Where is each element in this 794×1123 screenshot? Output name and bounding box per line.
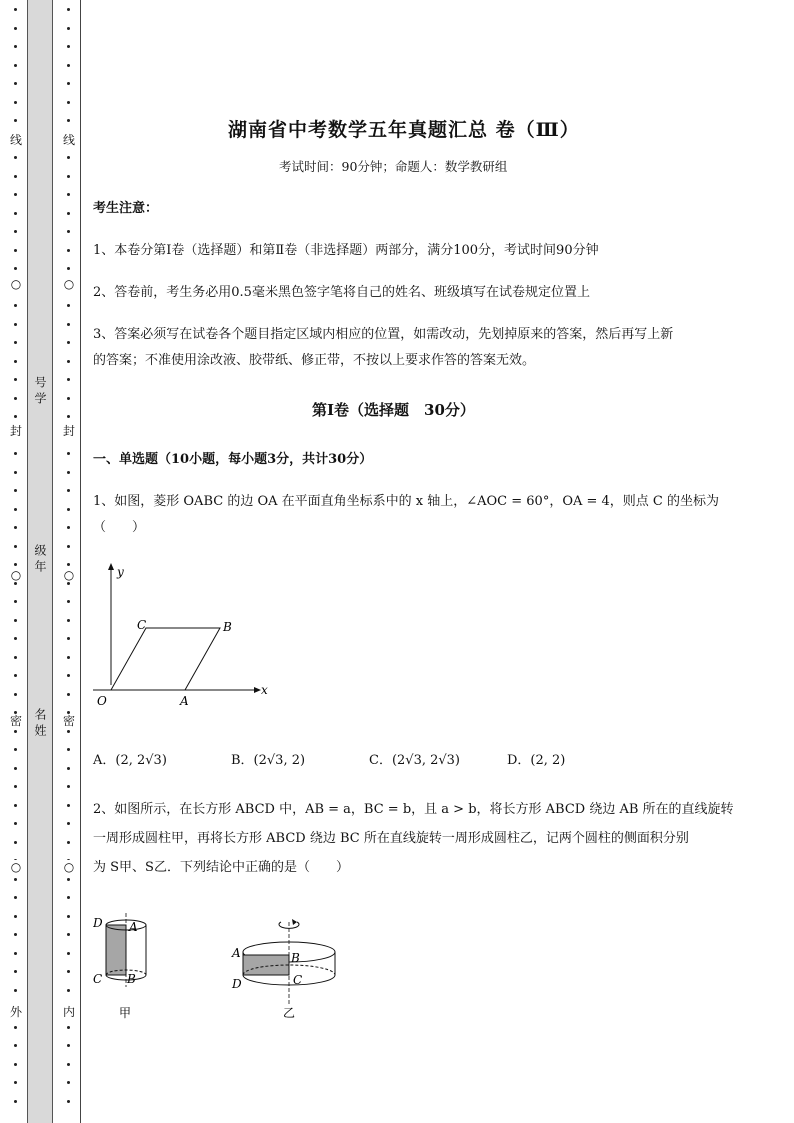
binding-dot (67, 341, 70, 344)
binding-dot (67, 841, 70, 844)
binding-dot (67, 970, 70, 973)
outer-mark-feng: 封 (9, 424, 22, 438)
binding-dot (67, 1100, 70, 1103)
binding-dot (14, 212, 17, 215)
q2-yi-label-d: D (232, 977, 242, 991)
q1-rhombus (111, 628, 220, 690)
binding-dot (67, 989, 70, 992)
q2-jia-rectangle (106, 925, 126, 975)
q2-yi-label-b: B (291, 951, 300, 965)
binding-dot (67, 471, 70, 474)
field-student-id: 号学 (33, 376, 47, 408)
q1-rhombus-figure (93, 560, 283, 710)
inner-dotted-line (62, 0, 76, 1123)
binding-dot (14, 64, 17, 67)
binding-dot (14, 674, 17, 677)
binding-dot (67, 452, 70, 455)
binding-dot (14, 323, 17, 326)
binding-dot (14, 415, 17, 418)
part1-title: 第Ⅰ卷（选择题 30分） (312, 401, 475, 419)
notice-item-2: 2、答卷前，考生务必用0.5毫米黑色签字笔将自己的姓名、班级填写在试卷规定位置上 (93, 285, 590, 300)
binding-dot (67, 526, 70, 529)
binding-dot (67, 119, 70, 122)
binding-dot (14, 1100, 17, 1103)
binding-dot (14, 341, 17, 344)
section-heading: 一、单选题（10小题，每小题3分，共计30分） (93, 452, 373, 467)
binding-dot (67, 378, 70, 381)
binding-dot (67, 600, 70, 603)
q1-label-o: O (97, 694, 107, 708)
binding-dot (14, 785, 17, 788)
binding-dot (14, 1081, 17, 1084)
binding-dot (67, 1026, 70, 1029)
binding-dot (14, 915, 17, 918)
q1-option-c[interactable]: C．(2√3, 2√3) (369, 753, 461, 768)
q2-yi-label-a: A (232, 946, 241, 960)
q1-blank: （ ） (93, 520, 146, 535)
binding-dot (14, 933, 17, 936)
q2-yi-arrow-head (292, 919, 297, 925)
binding-dot (67, 175, 70, 178)
binding-dot (14, 27, 17, 30)
q2-yi-name: 乙 (283, 1006, 296, 1020)
binding-dot (67, 730, 70, 733)
q1-y-arrow (108, 563, 114, 570)
q2-jia-name: 甲 (119, 1006, 132, 1020)
q1-label-b: B (223, 620, 232, 634)
q2-cylinder-yi-figure (231, 910, 351, 1025)
binding-dot (14, 619, 17, 622)
binding-dot (67, 489, 70, 492)
binding-dot (67, 933, 70, 936)
inner-mark-xian: 线 (62, 133, 75, 147)
binding-dot (14, 82, 17, 85)
binding-dot (14, 360, 17, 363)
page-title: 湖南省中考数学五年真题汇总 卷（Ⅲ） (228, 119, 580, 141)
binding-dot (14, 471, 17, 474)
outer-mark-circle-2: ○ (10, 568, 22, 582)
q1-option-a[interactable]: A．(2, 2√3) (93, 753, 167, 768)
binding-dot (14, 970, 17, 973)
q2-jia-label-b: B (127, 972, 136, 986)
binding-border-line (80, 0, 81, 1123)
binding-dot (67, 230, 70, 233)
q2-jia-label-c: C (93, 972, 103, 986)
binding-dot (14, 508, 17, 511)
binding-dot (14, 1063, 17, 1066)
binding-dot (14, 249, 17, 252)
binding-dot (14, 693, 17, 696)
binding-dot (67, 267, 70, 270)
q1-label-y: y (117, 565, 124, 579)
student-info-strip (27, 0, 53, 1123)
binding-dot (14, 526, 17, 529)
binding-dot (67, 878, 70, 881)
binding-dot (14, 8, 17, 11)
binding-dot (67, 804, 70, 807)
binding-dot (67, 304, 70, 307)
binding-dot (67, 360, 70, 363)
binding-dot (67, 545, 70, 548)
binding-dot (67, 637, 70, 640)
binding-dot (67, 193, 70, 196)
q1-label-x: x (261, 683, 268, 697)
binding-dot (67, 101, 70, 104)
binding-dot (67, 693, 70, 696)
field-grade: 级年 (33, 544, 47, 576)
binding-dot (14, 730, 17, 733)
binding-dot (14, 656, 17, 659)
binding-dot (14, 193, 17, 196)
q1-label-a: A (180, 694, 189, 708)
binding-dot (14, 452, 17, 455)
binding-dot (67, 64, 70, 67)
binding-dot (14, 175, 17, 178)
inner-mark-feng: 封 (62, 424, 75, 438)
q1-label-c: C (137, 618, 147, 632)
binding-dot (67, 767, 70, 770)
q2-stem-line2: 一周形成圆柱甲，再将长方形 ABCD 绕边 BC 所在直线旋转一周形成圆柱乙，记两个圆柱的侧面积分别 (93, 831, 689, 846)
inner-mark-circle-1: ○ (63, 277, 75, 291)
inner-mark-circle-2: ○ (63, 568, 75, 582)
binding-dot (14, 489, 17, 492)
binding-dot (67, 397, 70, 400)
binding-dot (67, 323, 70, 326)
outer-dotted-line (9, 0, 23, 1123)
q1-stem: 1、如图，菱形 OABC 的边 OA 在平面直角坐标系中的 x 轴上，∠AOC = 60°，OA = 4，则点 C 的坐标为 (93, 494, 719, 509)
q1-option-b[interactable]: B．(2√3, 2) (231, 753, 306, 768)
binding-dot (67, 915, 70, 918)
binding-dot (67, 1081, 70, 1084)
inner-mark-nei: 内 (62, 1005, 75, 1019)
binding-dot (14, 989, 17, 992)
outer-mark-wai: 外 (9, 1005, 22, 1019)
binding-dot (67, 674, 70, 677)
binding-dot (67, 212, 70, 215)
binding-dot (67, 785, 70, 788)
binding-dot (67, 82, 70, 85)
binding-dot (14, 748, 17, 751)
binding-dot (67, 822, 70, 825)
binding-dot (14, 563, 17, 566)
binding-margin (0, 0, 85, 1123)
binding-dot (14, 841, 17, 844)
outer-mark-circle-3: ○ (10, 860, 22, 874)
q1-option-d[interactable]: D．(2, 2) (507, 753, 566, 768)
q2-stem-line1: 2、如图所示，在长方形 ABCD 中，AB = a，BC = b，且 a > b，将长方形 ABCD 绕边 AB 所在的直线旋转 (93, 802, 734, 817)
binding-dot (67, 563, 70, 566)
binding-dot (14, 822, 17, 825)
q2-cylinder-jia-figure (93, 905, 173, 1025)
binding-dot (14, 804, 17, 807)
q1-x-arrow (254, 687, 261, 693)
outer-mark-mi: 密 (9, 714, 22, 728)
binding-dot (14, 101, 17, 104)
binding-dot (67, 896, 70, 899)
binding-dot (14, 1044, 17, 1047)
binding-dot (67, 508, 70, 511)
binding-dot (14, 637, 17, 640)
notice-item-3: 3、答案必须写在试卷各个题目指定区域内相应的位置，如需改动，先划掉原来的答案，然后再写上新 (93, 327, 674, 342)
binding-dot (14, 545, 17, 548)
binding-dot (67, 45, 70, 48)
notice-heading: 考生注意： (93, 201, 159, 216)
binding-dot (14, 896, 17, 899)
binding-dot (67, 619, 70, 622)
field-name: 名姓 (33, 708, 47, 740)
binding-dot (14, 230, 17, 233)
q2-stem-line3: 为 S甲、S乙．下列结论中正确的是（ ） (93, 860, 349, 875)
binding-dot (67, 952, 70, 955)
binding-dot (67, 656, 70, 659)
page-subtitle: 考试时间：90分钟；命题人：数学教研组 (279, 159, 508, 174)
binding-dot (67, 8, 70, 11)
q2-jia-label-a: A (129, 920, 138, 934)
inner-mark-mi: 密 (62, 714, 75, 728)
notice-item-3-cont: 的答案；不准使用涂改液、胶带纸、修正带，不按以上要求作答的答案无效。 (93, 353, 536, 368)
binding-dot (14, 45, 17, 48)
binding-dot (67, 249, 70, 252)
q2-yi-label-c: C (293, 973, 303, 987)
binding-dot (67, 1063, 70, 1066)
binding-dot (14, 304, 17, 307)
binding-dot (67, 748, 70, 751)
q2-jia-label-d: D (93, 916, 103, 930)
binding-dot (14, 397, 17, 400)
notice-item-1: 1、本卷分第Ⅰ卷（选择题）和第Ⅱ卷（非选择题）两部分，满分100分，考试时间90分钟 (93, 243, 599, 258)
binding-dot (14, 119, 17, 122)
binding-dot (14, 1026, 17, 1029)
binding-dot (14, 952, 17, 955)
binding-dot (14, 156, 17, 159)
binding-dot (14, 267, 17, 270)
binding-dot (14, 600, 17, 603)
binding-dot (14, 878, 17, 881)
binding-dot (67, 1044, 70, 1047)
binding-dot (14, 767, 17, 770)
binding-dot (67, 27, 70, 30)
binding-dot (14, 378, 17, 381)
outer-mark-circle-1: ○ (10, 277, 22, 291)
outer-mark-xian: 线 (9, 133, 22, 147)
binding-dot (67, 415, 70, 418)
inner-mark-circle-3: ○ (63, 860, 75, 874)
binding-dot (67, 156, 70, 159)
